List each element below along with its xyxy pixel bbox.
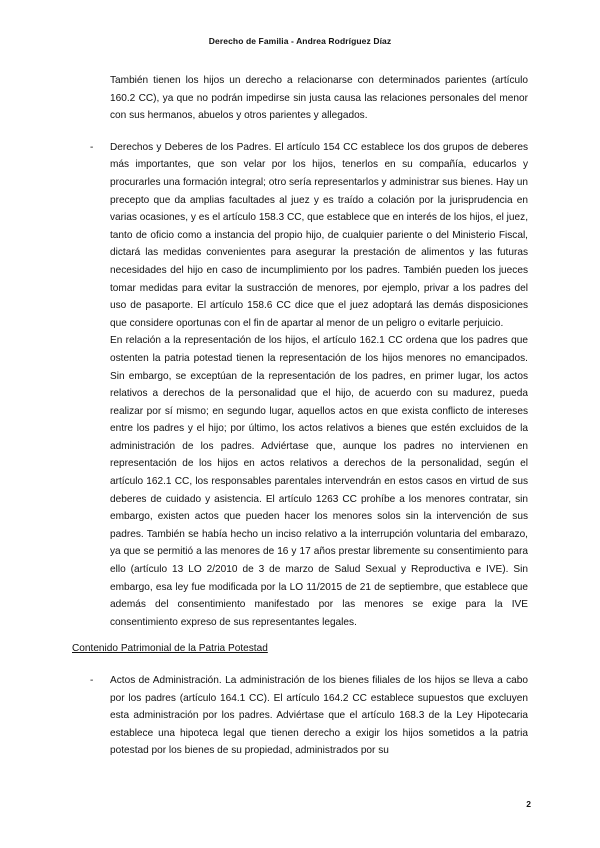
bullet-marker: - — [90, 675, 94, 686]
bullet-marker: - — [90, 141, 94, 153]
page-number: 2 — [526, 799, 531, 809]
derechos-paragraph-1 — [110, 139, 528, 333]
list-item-derechos — [72, 139, 528, 632]
administracion-title: Actos de Administración. — [110, 675, 222, 686]
derechos-text-1: El artículo 154 CC establece los dos grupos de deberes más importantes, que son velar por los hijos, tenerlos en su compañía, educarlos y procurarles una formación integral; otro sería representarlos y administrar sus bienes. Hay un precepto que da amplias facultades al juez y es traído a colación por la jurisprudencia en varias ocasiones, y es el artículo 158.3 CC, que establece que en interés de los hijos, el juez, tanto de oficio como a instancia del propio hijo, de cualquier pariente o del Ministerio Fiscal, dictará las medidas convenientes para asegurar la prestación de alimentos y las futuras necesidades del hijo en caso de incumplimiento por los padres. También pueden los jueces tomar medidas para evitar la sustracción de menores, por ejemplo, privar a los padres del uso de pasaporte. El artículo 158.6 CC dice que el juez adoptará las demás disposiciones que considere oportunas con el fin de apartar al menor de un peligro o evitarle perjuicio. — [110, 141, 528, 329]
derechos-title: Derechos y Deberes de los Padres. — [110, 141, 272, 153]
page-header: Derecho de Familia - Andrea Rodríguez Díaz — [208, 36, 392, 46]
list-item-administracion — [72, 672, 528, 760]
intro-paragraph: También tienen los hijos un derecho a relacionarse con determinados parientes (artículo 160.2 CC), ya que no podrán impedirse sin justa causa las relaciones personales del menor con sus hermanos, abuelos y otros parientes y allegados. — [110, 75, 528, 122]
administracion-paragraph — [110, 672, 528, 760]
section-title: Contenido Patrimonial de la Patria Potestad — [72, 643, 268, 655]
administracion-text: La administración de los bienes filiales de los hijos se lleva a cabo por los padres (artículo 164.1 CC). El artículo 164.2 CC establece supuestos que excluyen esta administración por los padres. Adviértase que el artículo 168.3 de la Ley Hipotecaria establece una hipoteca legal que tienen derecho a exigir los hijos sometidos a la patria potestad por los bienes de su propiedad, administrados por su — [110, 675, 528, 757]
document-body — [72, 72, 528, 760]
derechos-paragraph-2: En relación a la representación de los hijos, el artículo 162.1 CC ordena que los padres que ostenten la patria potestad tienen la representación de los hijos menores no emancipados. Sin embargo, se exceptúan de la representación de los padres, en primer lugar, los actos relativos a derechos de la personalidad que el hijo, de acuerdo con su madurez, pueda realizar por sí mismo; en segundo lugar, aquellos actos en que exista conflicto de intereses entre los padres y el hijo; por último, los actos relativos a bienes que estén excluidos de la administración de los padres. Adviértase que, aunque los padres no intervienen en representación de los hijos en actos relativos a derechos de la personalidad, según el artículo 162.1 CC, los responsables parentales intervendrán en estos casos en virtud de sus deberes de cuidado y asistencia. El artículo 1263 CC prohíbe a los menores contratar, sin embargo, existen actos que pueden hacer los menores solos sin la intervención de sus padres. También se había hecho un inciso relativo a la interrupción voluntaria del embarazo, ya que se permitió a las menores de 16 y 17 años prestar libremente su consentimiento para ello (artículo 13 LO 2/2010 de 3 de marzo de Salud Sexual y Reproductiva e IVE). Sin embargo, esa ley fue modificada por la LO 11/2015 de 21 de septiembre, que establece que además del consentimiento manifestado por las menores se exige para la IVE consentimiento expreso de sus representantes legales. — [110, 335, 528, 628]
